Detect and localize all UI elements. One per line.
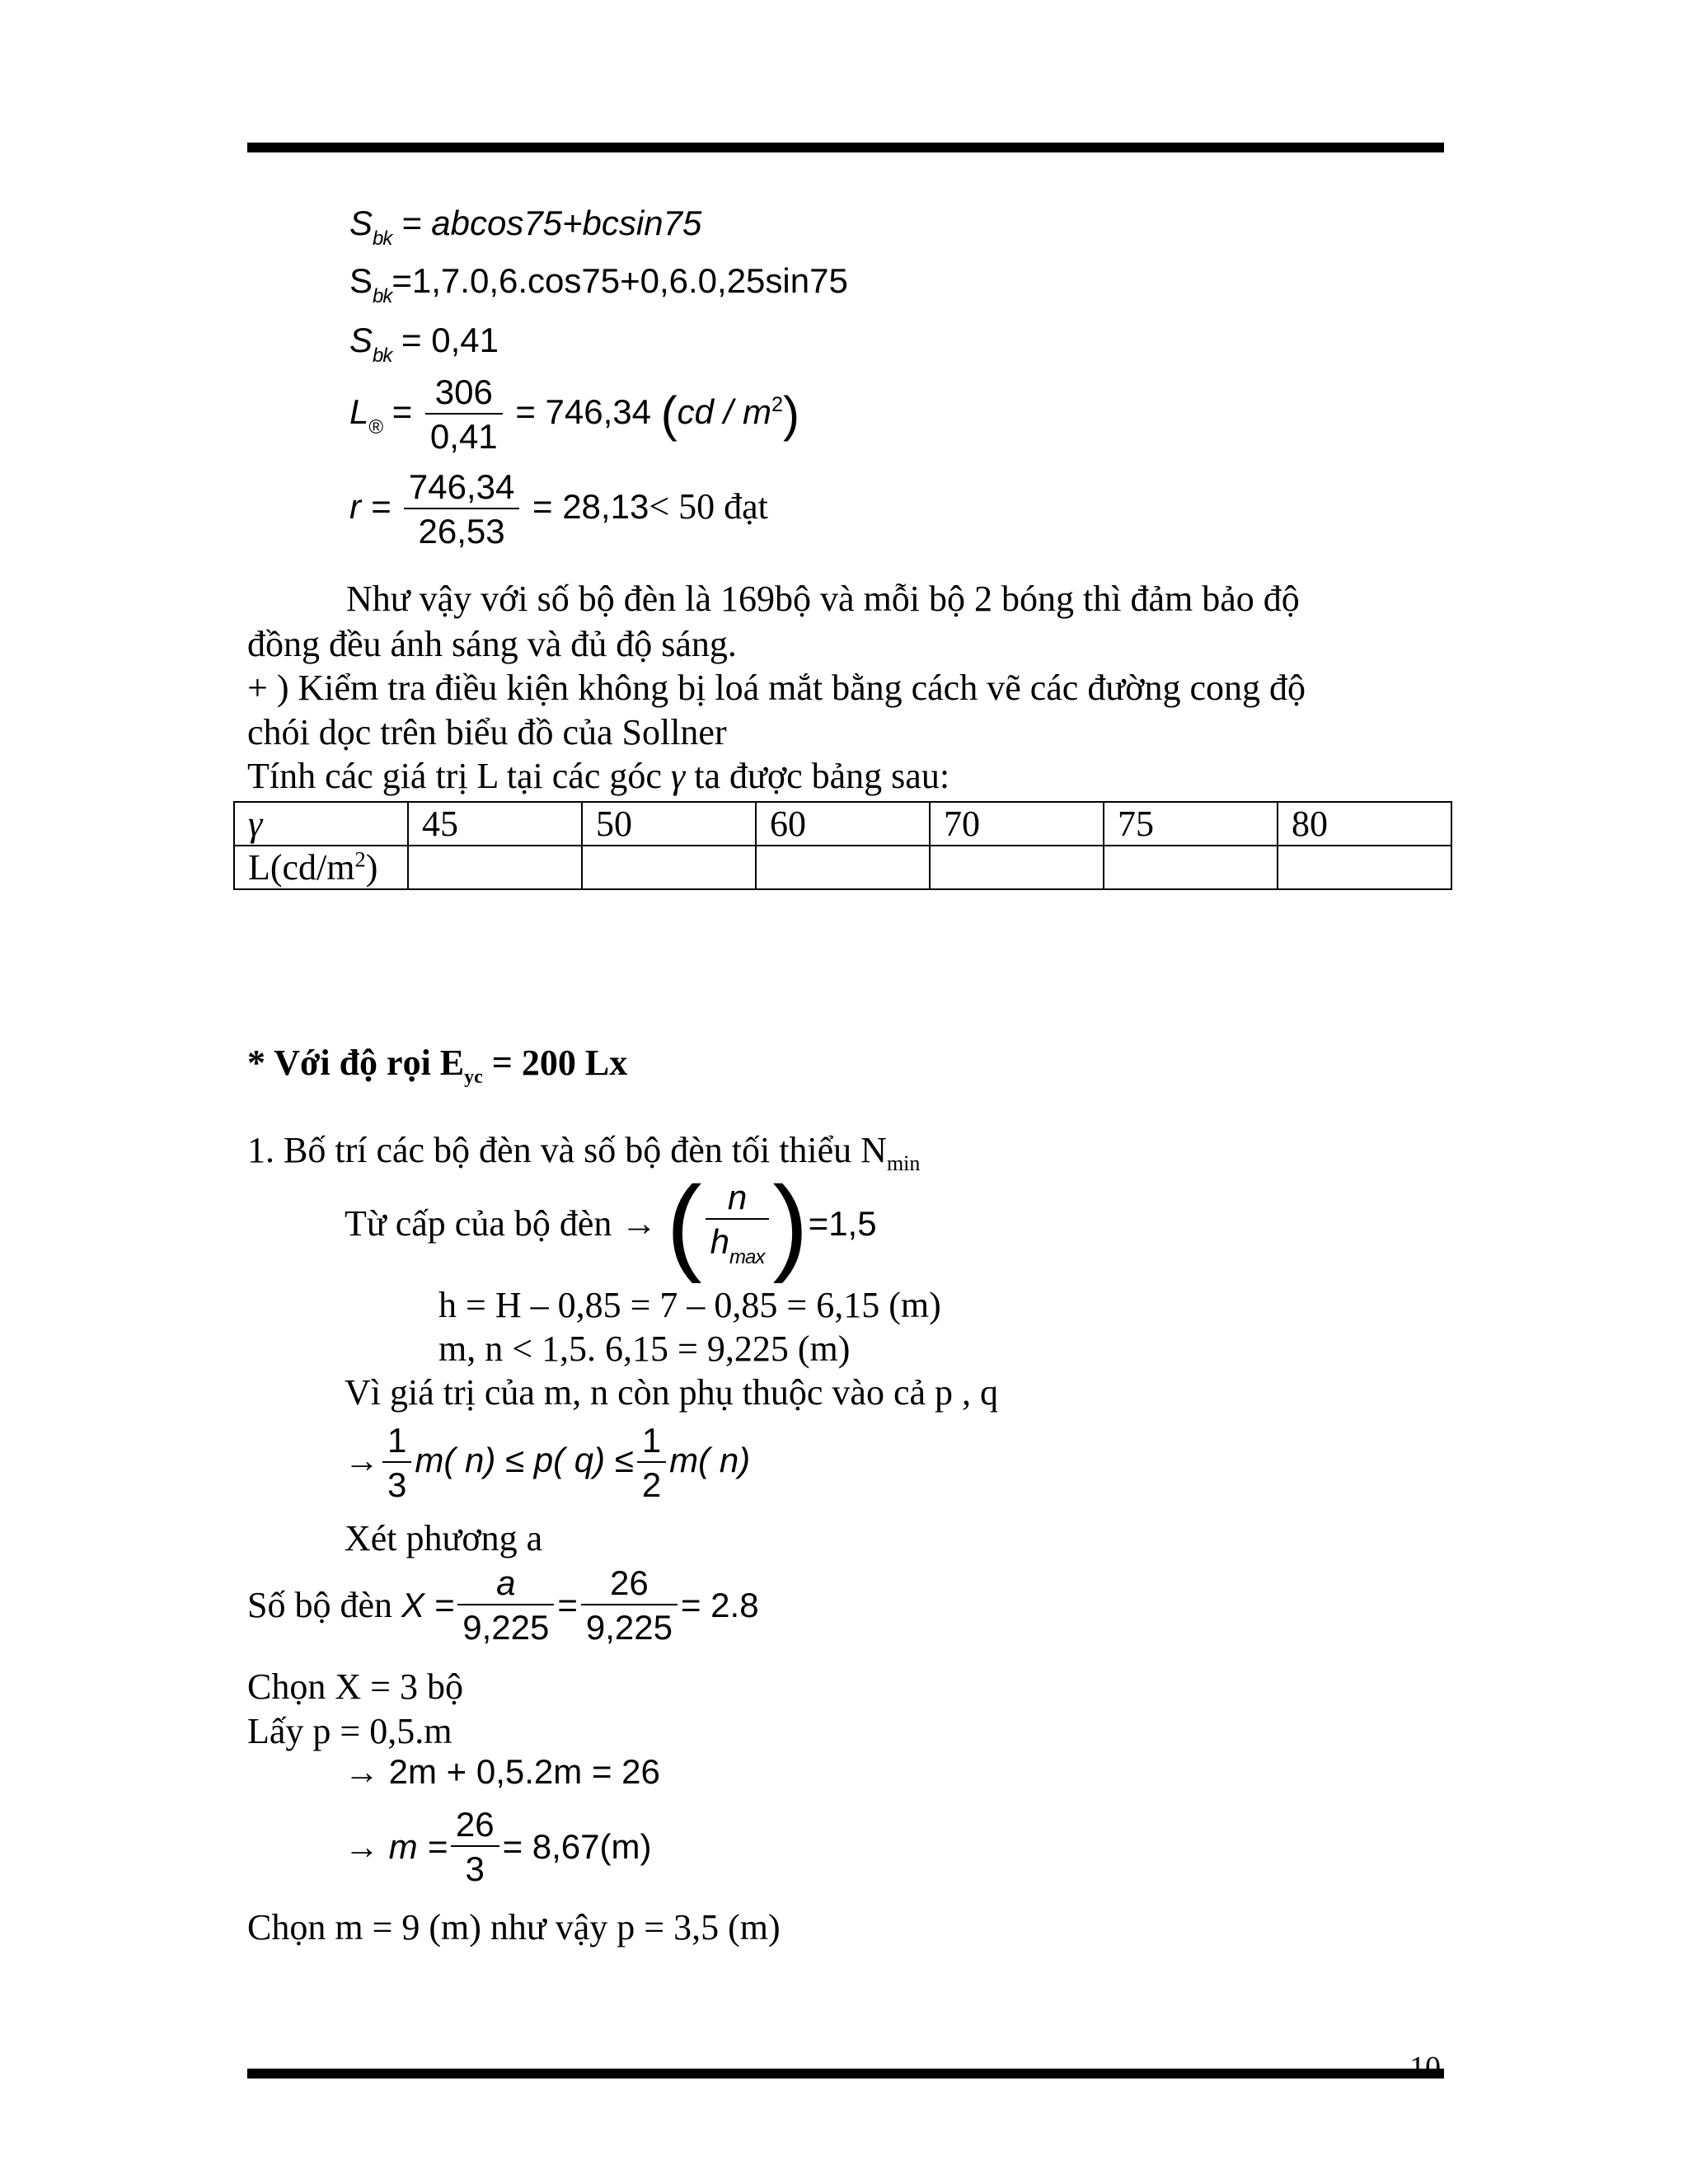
table-cell	[582, 846, 756, 889]
text: ta được bảng sau:	[694, 756, 950, 796]
fraction-numerator: 26	[451, 1807, 499, 1847]
text: Từ cấp của bộ đèn →	[345, 1203, 658, 1244]
formula-rhs: = abcos75+bcsin75	[392, 204, 702, 242]
calc-line: Chọn m = 9 (m) như vậy p = 3,5 (m)	[247, 1907, 781, 1947]
formula-unit: cd / m	[677, 392, 772, 432]
formula-symbol: X =	[401, 1586, 455, 1624]
table-header-gamma: γ	[234, 802, 408, 846]
fraction-denominator: 3	[387, 1465, 407, 1504]
text: 1. Bố trí các bộ đèn và số bộ đèn tối thiểu N	[247, 1130, 887, 1170]
table-cell: 80	[1278, 802, 1451, 846]
paren-open: (	[666, 1164, 702, 1284]
calc-line: Xét phương a	[345, 1518, 543, 1558]
formula-inequality	[345, 1423, 750, 1502]
footer-rule	[247, 2069, 1444, 2079]
table-cell: 75	[1104, 802, 1278, 846]
gamma-symbol: γ	[670, 756, 686, 796]
fraction-numerator: 1	[382, 1423, 411, 1463]
luminance-table	[233, 801, 1452, 890]
paren-close: )	[783, 387, 800, 442]
paragraph-line: + ) Kiểm tra điều kiện không bị loá mắt bằng cách vẽ các đường cong độ	[247, 668, 1306, 708]
calc-line: m, n < 1,5. 6,15 = 9,225 (m)	[438, 1329, 851, 1369]
calc-line: Chọn X = 3 bộ	[247, 1666, 463, 1707]
text: h	[710, 1222, 730, 1261]
subscript: min	[886, 1151, 921, 1175]
formula-rhs: = 0,41	[392, 321, 499, 359]
arrow-icon: →	[345, 1441, 379, 1480]
text: Số bộ đèn	[247, 1585, 392, 1625]
table-cell	[1278, 846, 1451, 889]
formula-mid: m( n) ≤ p( q) ≤	[415, 1441, 634, 1480]
fraction-denominator: 26,53	[418, 512, 505, 551]
table-cell	[1104, 846, 1278, 889]
formula-symbol: L	[349, 392, 369, 432]
paragraph-line: Như vậy với số bộ đèn là 169bộ và mỗi bộ 2 bóng thì đảm bảo độ	[346, 579, 1300, 619]
formula-rhs: =1,7.0,6.cos75+0,6.0,25sin75	[392, 261, 848, 300]
fraction-denominator	[706, 1220, 770, 1268]
table-cell: 45	[408, 802, 582, 846]
section-heading	[247, 1045, 627, 1087]
formula-x	[247, 1563, 759, 1647]
fraction	[457, 1563, 554, 1647]
fraction	[451, 1807, 499, 1886]
table-header-luminance	[234, 846, 408, 889]
formula-symbol: S	[349, 261, 373, 300]
table-cell	[756, 846, 930, 889]
calc-line: Lấy p = 0,5.m	[247, 1711, 452, 1751]
table-row	[234, 802, 1451, 846]
table-cell: 60	[756, 802, 930, 846]
calc-line: Vì giá trị của m, n còn phụ thuộc vào cả p , q	[345, 1372, 999, 1413]
fraction-denominator: 9,225	[462, 1608, 550, 1647]
formula-end: m( n)	[669, 1441, 751, 1480]
fraction-denominator: 9,225	[585, 1608, 673, 1647]
formula-rhs: = 746,34	[515, 392, 652, 432]
formula-subscript: bk	[373, 285, 392, 307]
table-cell: 70	[930, 802, 1104, 846]
fraction	[404, 467, 519, 551]
fraction-denominator: 3	[465, 1849, 485, 1888]
formula-symbol: → m =	[345, 1827, 448, 1866]
fraction	[382, 1423, 411, 1502]
fraction-numerator: a	[457, 1566, 554, 1605]
formula-symbol: S	[349, 204, 373, 242]
formula-m	[345, 1807, 651, 1886]
formula-rhs: = 8,67(m)	[502, 1827, 652, 1866]
fraction-numerator: 26	[581, 1566, 678, 1605]
calc-line: h = H – 0,85 = 7 – 0,85 = 6,15 (m)	[438, 1285, 941, 1325]
formula-subscript: ®	[368, 416, 383, 439]
fraction	[637, 1423, 666, 1502]
table-cell	[930, 846, 1104, 889]
formula-symbol: S	[349, 321, 373, 359]
text: * Với độ rọi E	[247, 1043, 465, 1083]
formula-sbk-1	[349, 206, 701, 249]
paragraph-line	[247, 758, 950, 794]
fraction	[706, 1180, 770, 1268]
paragraph-line: chói dọc trên biểu đồ của Sollner	[247, 712, 727, 752]
header-rule	[247, 143, 1444, 152]
fraction-numerator: 746,34	[404, 470, 519, 509]
formula-rhs: =1,5	[808, 1204, 877, 1243]
table-cell: 50	[582, 802, 756, 846]
subscript: yc	[464, 1066, 483, 1088]
fraction-denominator: 2	[641, 1465, 662, 1504]
text: L(cd/m	[248, 847, 355, 888]
formula-rhs: = 2.8	[680, 1586, 759, 1624]
fraction	[425, 375, 503, 454]
formula-ratio	[349, 467, 768, 551]
paren-open: (	[660, 387, 678, 442]
table-row	[234, 846, 1451, 889]
formula-sbk-2	[349, 261, 848, 307]
exponent: 2	[354, 846, 366, 872]
text: Tính các giá trị L tại các góc	[247, 756, 662, 796]
subscript: max	[729, 1246, 765, 1268]
formula-subscript: bk	[373, 344, 392, 367]
page-number: 10	[1409, 2050, 1441, 2085]
formula-tucap	[345, 1164, 877, 1284]
formula-subscript: bk	[373, 227, 392, 250]
fraction-denominator: 0,41	[429, 417, 498, 456]
paren-close: )	[772, 1164, 809, 1284]
paragraph-line: đồng đều ánh sáng và đủ độ sáng.	[247, 624, 737, 664]
formula-symbol: r =	[349, 487, 392, 527]
fraction-numerator: 306	[425, 375, 503, 415]
formula-unit-exponent: 2	[771, 393, 784, 417]
table-cell	[408, 846, 582, 889]
formula-conclusion: < 50 đạt	[649, 486, 768, 527]
equals: =	[557, 1586, 578, 1624]
fraction	[581, 1563, 678, 1647]
equals: =	[392, 392, 413, 432]
fraction-numerator: 1	[637, 1423, 666, 1463]
formula-2m: → 2m + 0,5.2m = 26	[345, 1752, 660, 1791]
text: )	[365, 847, 378, 888]
fraction-numerator: n	[706, 1180, 770, 1220]
text: = 200 Lx	[482, 1043, 628, 1083]
formula-sbk-3	[349, 323, 499, 366]
formula-rhs: = 28,13	[532, 487, 649, 527]
item-heading	[247, 1132, 920, 1174]
formula-luminance	[349, 375, 799, 454]
